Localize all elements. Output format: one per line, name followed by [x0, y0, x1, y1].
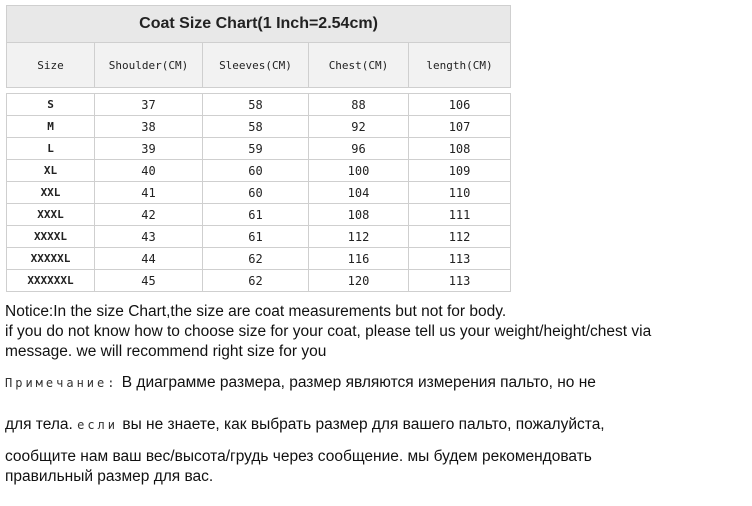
cell-size: XXXXXXL — [7, 270, 95, 292]
cell-chest: 112 — [309, 226, 409, 248]
header-length: length(CM) — [409, 43, 511, 88]
cell-chest: 104 — [309, 182, 409, 204]
cell-size: M — [7, 116, 95, 138]
notice-line-3: message. we will recommend right size for you — [5, 343, 327, 360]
notice-line-1: Notice:In the size Chart,the size are coat measurements but not for body. — [5, 303, 507, 320]
notice-russian-line-1 — [5, 374, 596, 392]
notice-russian-text-1: В диаграмме размера, размер являются измерения пальто, но не — [117, 374, 596, 391]
cell-length: 109 — [409, 160, 511, 182]
header-shoulder: Shoulder(CM) — [95, 43, 203, 88]
cell-shoulder: 39 — [95, 138, 203, 160]
notice-russian-text-2a: для тела. — [5, 416, 73, 433]
cell-shoulder: 43 — [95, 226, 203, 248]
cell-chest: 100 — [309, 160, 409, 182]
cell-chest: 88 — [309, 94, 409, 116]
notice-russian-line-2 — [5, 416, 605, 434]
cell-size: XXL — [7, 182, 95, 204]
notice-english — [5, 302, 752, 362]
cell-shoulder: 45 — [95, 270, 203, 292]
cell-sleeves: 58 — [203, 94, 309, 116]
cell-size: XXXL — [7, 204, 95, 226]
notice-russian-label: Примечание: — [5, 376, 118, 390]
cell-length: 112 — [409, 226, 511, 248]
cell-length: 108 — [409, 138, 511, 160]
cell-shoulder: 38 — [95, 116, 203, 138]
table-body — [7, 94, 511, 292]
cell-shoulder: 40 — [95, 160, 203, 182]
cell-length: 107 — [409, 116, 511, 138]
cell-sleeves: 60 — [203, 160, 309, 182]
table-row — [7, 94, 511, 116]
header-sleeves: Sleeves(CM) — [203, 43, 309, 88]
table-row — [7, 248, 511, 270]
notice-russian-if: если — [77, 418, 119, 432]
cell-sleeves: 62 — [203, 270, 309, 292]
cell-sleeves: 59 — [203, 138, 309, 160]
cell-shoulder: 41 — [95, 182, 203, 204]
table-row — [7, 270, 511, 292]
cell-shoulder: 42 — [95, 204, 203, 226]
cell-shoulder: 37 — [95, 94, 203, 116]
cell-size: XXXXXL — [7, 248, 95, 270]
table-row — [7, 160, 511, 182]
cell-sleeves: 61 — [203, 226, 309, 248]
notice-russian-line-4: правильный размер для вас. — [5, 468, 214, 485]
table-row — [7, 226, 511, 248]
header-size: Size — [7, 43, 95, 88]
cell-sleeves: 61 — [203, 204, 309, 226]
cell-chest: 96 — [309, 138, 409, 160]
cell-size: S — [7, 94, 95, 116]
table-row — [7, 138, 511, 160]
size-chart-table — [6, 5, 511, 292]
cell-length: 113 — [409, 248, 511, 270]
cell-sleeves: 62 — [203, 248, 309, 270]
cell-sleeves: 58 — [203, 116, 309, 138]
notice-russian-text-2c: вы не знаете, как выбрать размер для вашего пальто, пожалуйста, — [122, 416, 605, 433]
table-row — [7, 116, 511, 138]
cell-size: L — [7, 138, 95, 160]
cell-chest: 92 — [309, 116, 409, 138]
table-row — [7, 182, 511, 204]
cell-shoulder: 44 — [95, 248, 203, 270]
cell-sleeves: 60 — [203, 182, 309, 204]
cell-chest: 120 — [309, 270, 409, 292]
cell-chest: 116 — [309, 248, 409, 270]
header-chest: Chest(CM) — [309, 43, 409, 88]
cell-length: 113 — [409, 270, 511, 292]
cell-length: 110 — [409, 182, 511, 204]
table-title: Coat Size Chart(1 Inch=2.54cm) — [7, 6, 511, 43]
cell-size: XL — [7, 160, 95, 182]
cell-size: XXXXL — [7, 226, 95, 248]
cell-length: 111 — [409, 204, 511, 226]
cell-length: 106 — [409, 94, 511, 116]
notice-line-2: if you do not know how to choose size for your coat, please tell us your weight/height/chest via — [5, 323, 652, 340]
cell-chest: 108 — [309, 204, 409, 226]
notice-russian-line-3: сообщите нам ваш вес/высота/грудь через сообщение. мы будем рекомендовать — [5, 448, 592, 465]
table-row — [7, 204, 511, 226]
